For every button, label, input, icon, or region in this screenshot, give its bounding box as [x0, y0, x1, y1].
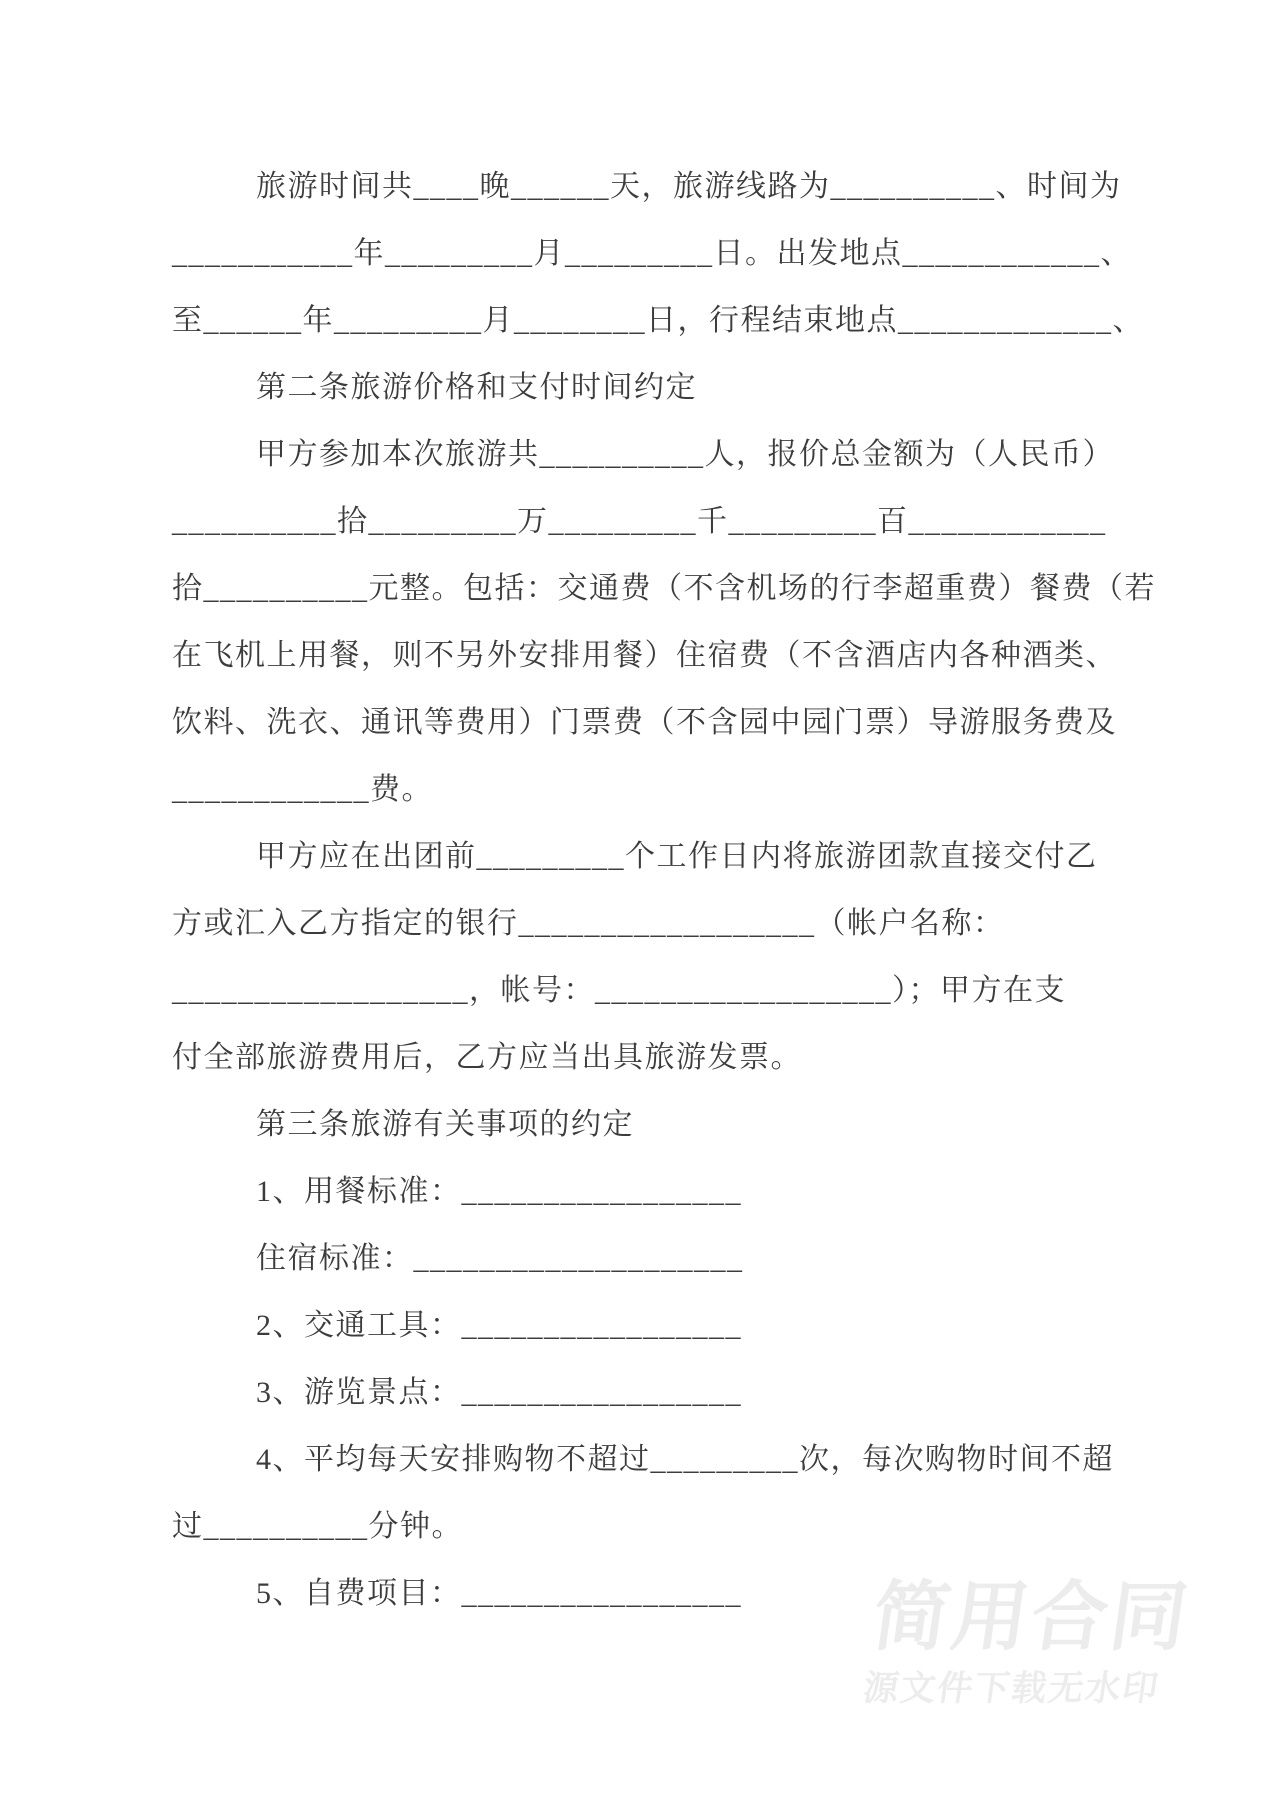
contract-item-meal-standard: 1、用餐标准：_________________	[256, 1175, 742, 1208]
contract-item-sights: 3、游览景点：_________________	[256, 1376, 742, 1409]
contract-line-meal-lodging: 在飞机上用餐，则不另外安排用餐）住宿费（不含酒店内各种酒类、	[172, 639, 1117, 672]
contract-line-other-fee: ____________费。	[172, 773, 433, 806]
clause-2-heading: 第二条旅游价格和支付时间约定	[256, 371, 697, 404]
contract-line-account-number: __________________，帐号：__________________）；甲方在支	[172, 974, 1066, 1007]
clause-3-heading: 第三条旅游有关事项的约定	[256, 1108, 634, 1141]
contract-line-bank: 方或汇入乙方指定的银行__________________（帐户名称：	[172, 907, 1005, 940]
contract-line-start-date: ___________年_________月_________日。出发地点____________、	[172, 237, 1132, 270]
contract-line-amount-digits: __________拾_________万_________千_________百____________	[172, 505, 1107, 538]
contract-line-payment-deadline: 甲方应在出团前_________个工作日内将旅游团款直接交付乙	[256, 840, 1098, 873]
contract-item-shopping-limit: 4、平均每天安排购物不超过_________次，每次购物时间不超	[256, 1443, 1114, 1476]
contract-line-participants: 甲方参加本次旅游共__________人，报价总金额为（人民币）	[256, 438, 1114, 471]
contract-item-lodging-standard: 住宿标准：____________________	[256, 1242, 744, 1275]
contract-item-optional-items: 5、自费项目：_________________	[256, 1577, 742, 1610]
contract-line-duration: 旅游时间共____晚______天，旅游线路为__________、时间为	[256, 170, 1122, 203]
contract-line-end-date: 至______年_________月________日，行程结束地点_____________、	[172, 304, 1144, 337]
contract-item-transport: 2、交通工具：_________________	[256, 1309, 742, 1342]
contract-line-tickets-guide: 饮料、洗衣、通讯等费用）门票费（不含园中园门票）导游服务费及	[172, 706, 1117, 739]
contract-item-shopping-minutes: 过__________分钟。	[172, 1510, 463, 1543]
watermark-subtitle: 源文件下载无水印	[860, 1669, 1163, 1708]
contract-line-invoice: 付全部旅游费用后，乙方应当出具旅游发票。	[172, 1041, 802, 1074]
contract-line-amount-includes: 拾__________元整。包括：交通费（不含机场的行李超重费）餐费（若	[172, 572, 1156, 605]
watermark-title: 简用合同	[867, 1575, 1196, 1660]
